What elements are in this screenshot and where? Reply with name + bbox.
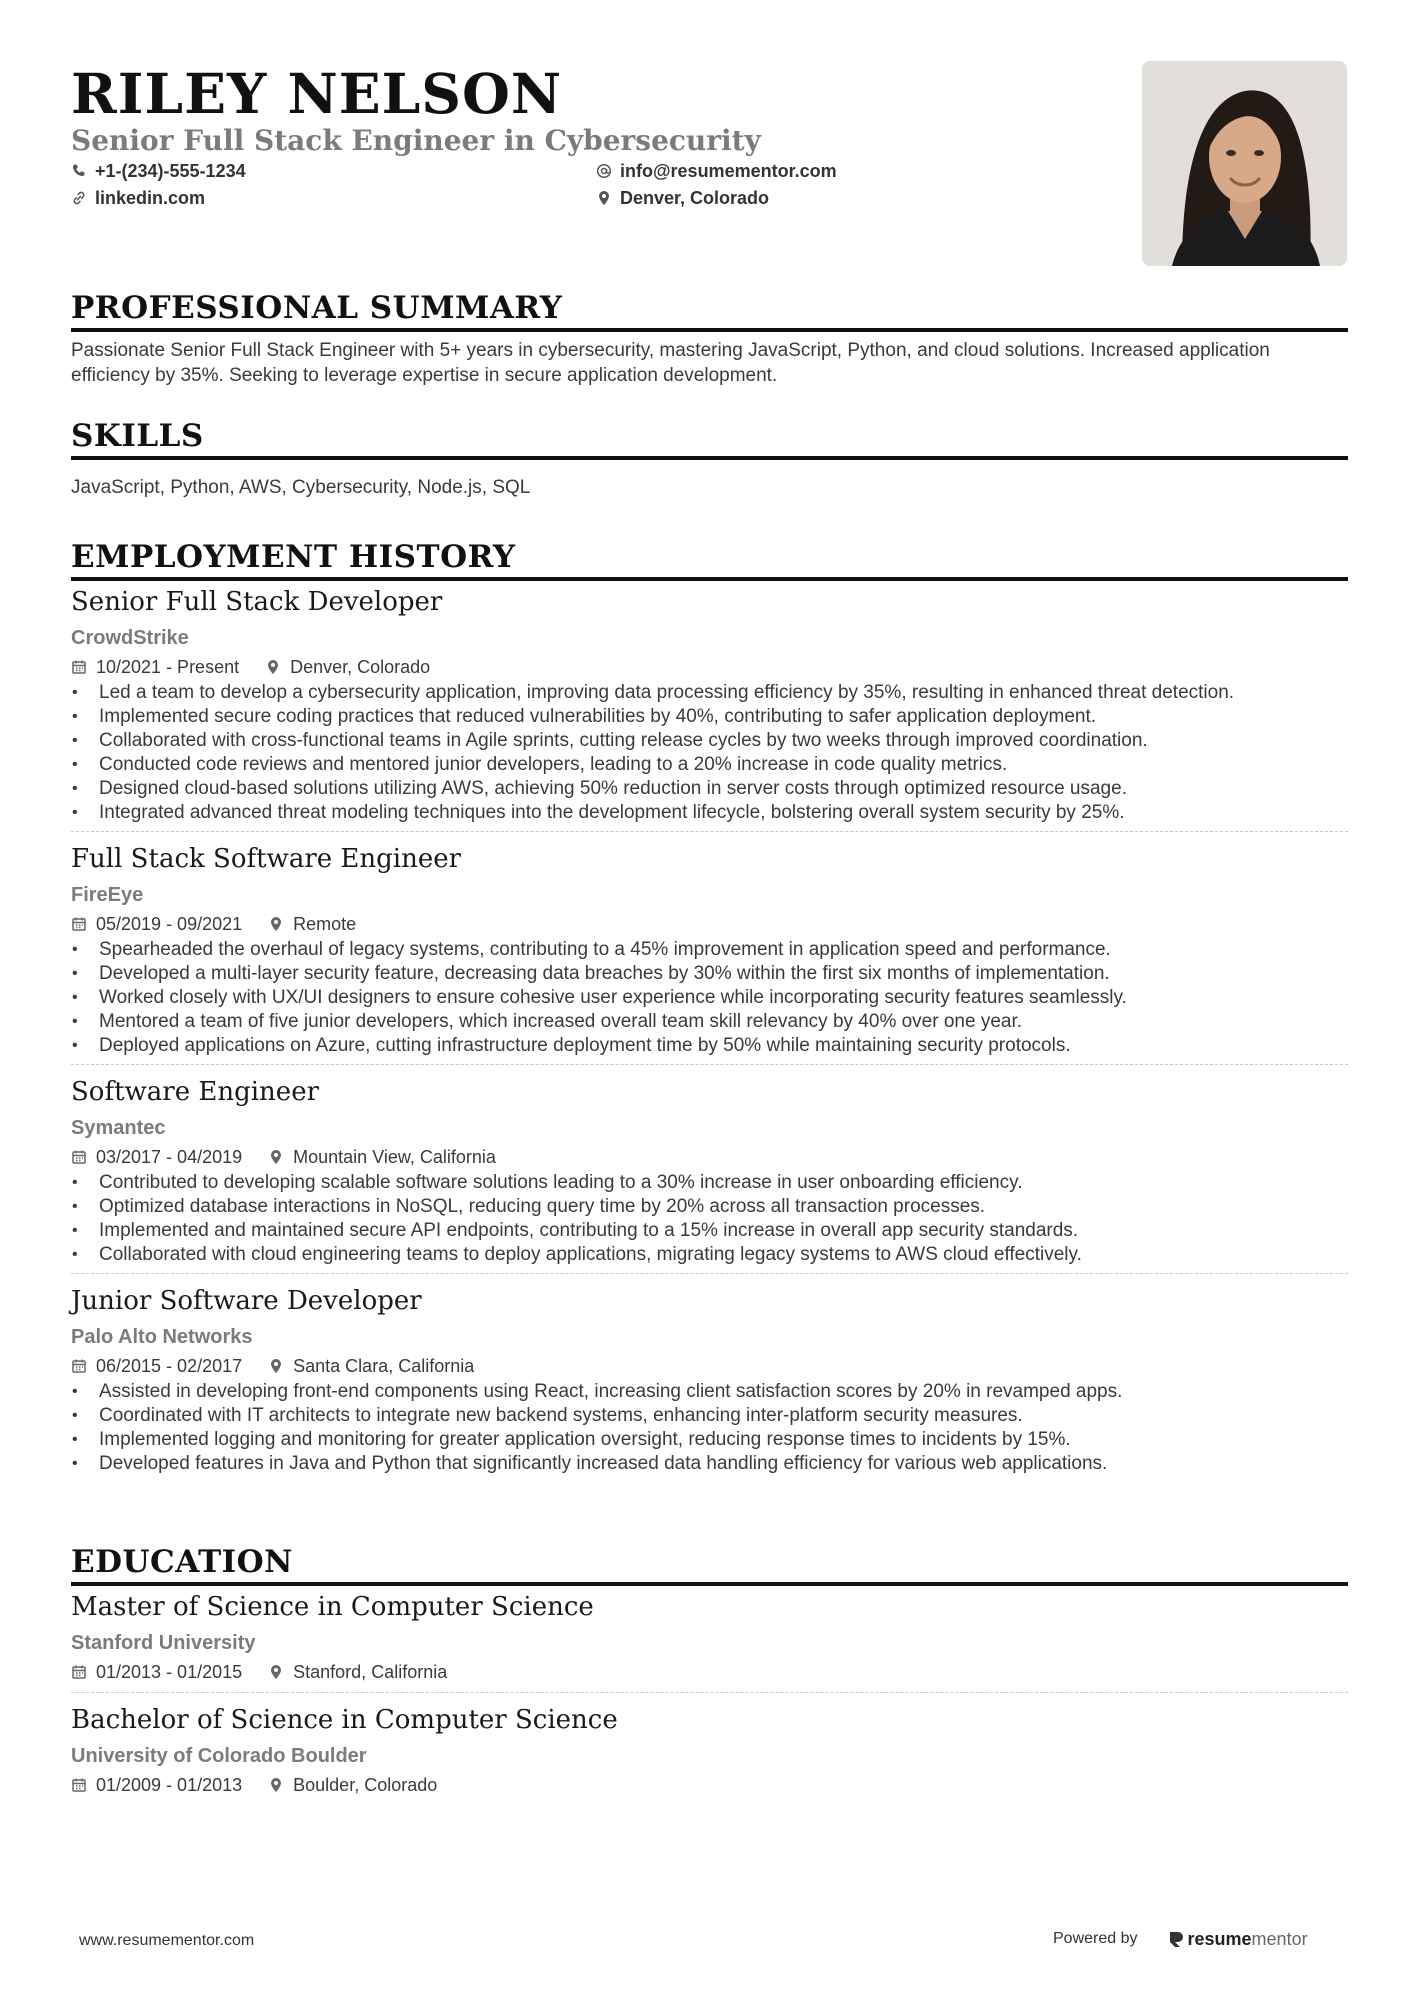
contact-location bbox=[596, 185, 769, 211]
job-dates: 05/2019 - 09/2021 bbox=[96, 914, 243, 934]
bullet-item: • Collaborated with cloud engineering teams to deploy applications, migrating legacy systems to AWS cloud effectively. bbox=[71, 1243, 1348, 1267]
location-text: Denver, Colorado bbox=[620, 188, 770, 208]
job-title: Junior Software Developer bbox=[71, 1286, 422, 1316]
bullet-item: • Coordinated with IT architects to integrate new backend systems, enhancing inter-platform security measures. bbox=[71, 1404, 1348, 1428]
email-text[interactable]: info@resumementor.com bbox=[620, 161, 837, 181]
map-pin-icon bbox=[268, 916, 284, 932]
education-meta bbox=[71, 1658, 1348, 1686]
skills-section bbox=[71, 416, 1348, 500]
summary-text: Passionate Senior Full Stack Engineer with 5+ years in cybersecurity, mastering JavaScript, Python, and cloud solutions. Increased application efficiency by 35%. Seeking to leverage expertise in secure application development. bbox=[71, 340, 1270, 386]
map-pin-icon bbox=[268, 1777, 284, 1793]
brand-mark-icon bbox=[1168, 1930, 1184, 1948]
education-location bbox=[268, 1771, 437, 1799]
job-location bbox=[268, 910, 356, 938]
powered-by-label: Powered by bbox=[1053, 1930, 1138, 1947]
job-company: FireEye bbox=[71, 884, 144, 906]
calendar-icon bbox=[71, 1777, 87, 1793]
job-entry bbox=[71, 583, 1348, 832]
job-meta bbox=[71, 1352, 1348, 1380]
job-meta bbox=[71, 653, 1348, 681]
job-dates: 03/2017 - 04/2019 bbox=[96, 1147, 243, 1167]
phone-text: +1-(234)-555-1234 bbox=[95, 161, 246, 181]
job-company: Symantec bbox=[71, 1117, 166, 1139]
education-section bbox=[71, 1542, 1348, 1813]
bullet-item: • Mentored a team of five junior developers, which increased overall team skill relevancy by 40% over one year. bbox=[71, 1010, 1348, 1034]
job-bullets bbox=[71, 1380, 1348, 1476]
education-dates: 01/2013 - 01/2015 bbox=[96, 1662, 243, 1682]
calendar-icon bbox=[71, 1358, 87, 1374]
contact-phone bbox=[71, 158, 246, 184]
skills-title: SKILLS bbox=[71, 416, 1348, 460]
job-bullets bbox=[71, 1171, 1348, 1267]
candidate-headline: Senior Full Stack Engineer in Cybersecurity bbox=[71, 124, 761, 157]
bullet-item: • Developed features in Java and Python that significantly increased data handling efficiency for various web applications. bbox=[71, 1452, 1348, 1476]
education-entry bbox=[71, 1701, 1348, 1805]
skills-text: JavaScript, Python, AWS, Cybersecurity, Node.js, SQL bbox=[71, 477, 531, 498]
education-title: EDUCATION bbox=[71, 1542, 1348, 1586]
map-pin-icon bbox=[268, 1664, 284, 1680]
at-icon bbox=[596, 163, 612, 179]
bullet-item: • Integrated advanced threat modeling techniques into the development lifecycle, bolstering overall system security by 25%. bbox=[71, 801, 1348, 825]
candidate-name: RILEY NELSON bbox=[71, 61, 563, 126]
profile-photo bbox=[1142, 61, 1347, 266]
bullet-item: • Implemented logging and monitoring for greater application oversight, reducing response times to incidents by 15%. bbox=[71, 1428, 1348, 1452]
linkedin-text[interactable]: linkedin.com bbox=[95, 188, 206, 208]
education-dates: 01/2009 - 01/2013 bbox=[96, 1775, 243, 1795]
job-meta bbox=[71, 1143, 1348, 1171]
job-location bbox=[268, 1143, 496, 1171]
summary-title: PROFESSIONAL SUMMARY bbox=[71, 288, 1348, 332]
job-company: Palo Alto Networks bbox=[71, 1326, 253, 1348]
education-location-text: Stanford, California bbox=[293, 1662, 448, 1682]
job-location bbox=[265, 653, 430, 681]
bullet-item: • Assisted in developing front-end components using React, increasing client satisfaction scores by 20% in revamped apps. bbox=[71, 1380, 1348, 1404]
map-pin-icon bbox=[268, 1358, 284, 1374]
job-company: CrowdStrike bbox=[71, 627, 189, 649]
map-pin-icon bbox=[596, 190, 612, 206]
employment-section bbox=[71, 537, 1348, 1490]
map-pin-icon bbox=[268, 1149, 284, 1165]
brand-logo[interactable] bbox=[1168, 1926, 1308, 1952]
job-bullets bbox=[71, 938, 1348, 1058]
calendar-icon bbox=[71, 916, 87, 932]
job-entry bbox=[71, 1073, 1348, 1274]
bullet-item: • Designed cloud-based solutions utilizing AWS, achieving 50% reduction in server costs through optimized resource usage. bbox=[71, 777, 1348, 801]
job-location-text: Santa Clara, California bbox=[293, 1356, 475, 1376]
link-icon bbox=[71, 190, 87, 206]
phone-icon bbox=[71, 163, 87, 179]
education-location-text: Boulder, Colorado bbox=[293, 1775, 438, 1795]
job-meta bbox=[71, 910, 1348, 938]
job-location bbox=[268, 1352, 474, 1380]
contact-linkedin bbox=[71, 185, 205, 211]
bullet-item: • Implemented secure coding practices that reduced vulnerabilities by 40%, contributing to safer application deployment. bbox=[71, 705, 1348, 729]
school-name: University of Colorado Boulder bbox=[71, 1745, 367, 1767]
degree-title: Master of Science in Computer Science bbox=[71, 1592, 594, 1622]
school-name: Stanford University bbox=[71, 1632, 256, 1654]
brand-name-light: mentor bbox=[1251, 1929, 1308, 1949]
footer-branding bbox=[1053, 1926, 1308, 1952]
job-title: Senior Full Stack Developer bbox=[71, 587, 443, 617]
bullet-item: • Led a team to develop a cybersecurity application, improving data processing efficiency by 35%, resulting in enhanced threat detection. bbox=[71, 681, 1348, 705]
bullet-item: • Implemented and maintained secure API endpoints, contributing to a 15% increase in overall app security standards. bbox=[71, 1219, 1348, 1243]
bullet-item: • Conducted code reviews and mentored junior developers, leading to a 20% increase in code quality metrics. bbox=[71, 753, 1348, 777]
job-location-text: Remote bbox=[293, 914, 357, 934]
bullet-item: • Contributed to developing scalable software solutions leading to a 30% increase in user onboarding efficiency. bbox=[71, 1171, 1348, 1195]
education-meta bbox=[71, 1771, 1348, 1799]
education-location bbox=[268, 1658, 447, 1686]
bullet-item: • Developed a multi-layer security feature, decreasing data breaches by 30% within the first six months of implementation. bbox=[71, 962, 1348, 986]
job-location-text: Denver, Colorado bbox=[290, 657, 431, 677]
job-title: Full Stack Software Engineer bbox=[71, 844, 462, 874]
summary-section bbox=[71, 288, 1348, 388]
job-title: Software Engineer bbox=[71, 1077, 320, 1107]
education-entry bbox=[71, 1588, 1348, 1693]
job-bullets bbox=[71, 681, 1348, 825]
map-pin-icon bbox=[265, 659, 281, 675]
job-entry bbox=[71, 1282, 1348, 1482]
job-location-text: Mountain View, California bbox=[293, 1147, 496, 1167]
degree-title: Bachelor of Science in Computer Science bbox=[71, 1705, 618, 1735]
calendar-icon bbox=[71, 1664, 87, 1680]
contact-email bbox=[596, 158, 837, 184]
employment-title: EMPLOYMENT HISTORY bbox=[71, 537, 1348, 581]
brand-name-bold: resume bbox=[1187, 1929, 1252, 1949]
job-dates: 06/2015 - 02/2017 bbox=[96, 1356, 243, 1376]
footer-website[interactable]: www.resumementor.com bbox=[79, 1932, 255, 1949]
bullet-item: • Collaborated with cross-functional teams in Agile sprints, cutting release cycles by two weeks through improved coordination. bbox=[71, 729, 1348, 753]
portrait-image bbox=[1142, 61, 1347, 266]
bullet-item: • Spearheaded the overhaul of legacy systems, contributing to a 45% improvement in application speed and performance. bbox=[71, 938, 1348, 962]
bullet-item: • Worked closely with UX/UI designers to ensure cohesive user experience while incorporating security features seamlessly. bbox=[71, 986, 1348, 1010]
bullet-item: • Optimized database interactions in NoSQL, reducing query time by 20% across all transaction processes. bbox=[71, 1195, 1348, 1219]
job-dates: 10/2021 - Present bbox=[96, 657, 240, 677]
bullet-item: • Deployed applications on Azure, cutting infrastructure deployment time by 50% while maintaining security protocols. bbox=[71, 1034, 1348, 1058]
job-entry bbox=[71, 840, 1348, 1065]
calendar-icon bbox=[71, 1149, 87, 1165]
calendar-icon bbox=[71, 659, 87, 675]
